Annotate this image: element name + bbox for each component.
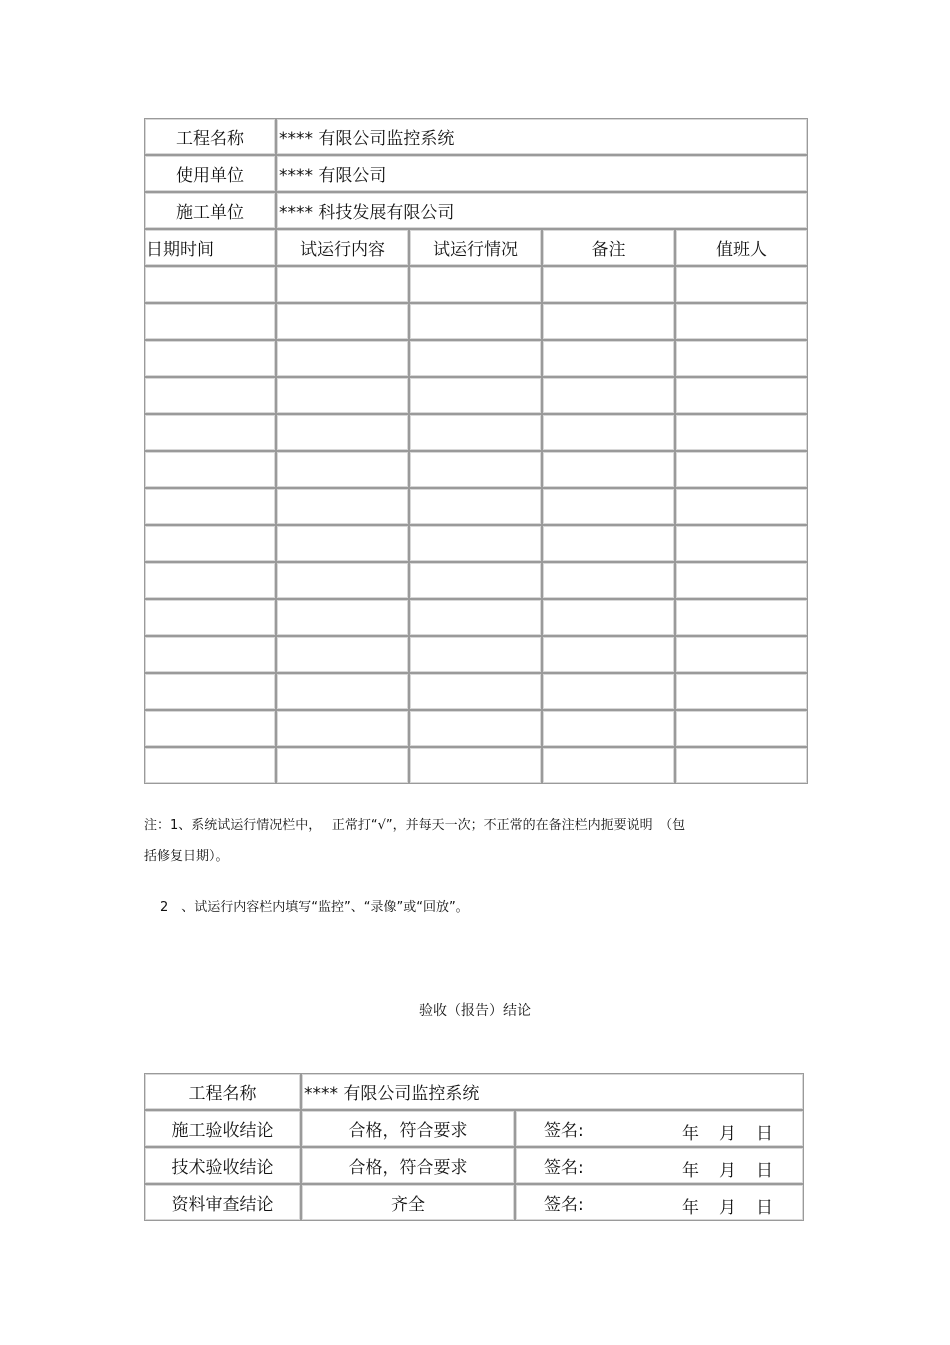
log-cell[interactable] [144, 488, 276, 525]
log-cell[interactable] [144, 747, 276, 784]
log-cell[interactable] [144, 377, 276, 414]
log-row [144, 303, 808, 340]
log-cell[interactable] [276, 377, 409, 414]
log-cell[interactable] [409, 525, 542, 562]
user-unit-value[interactable]: **** 有限公司 [276, 155, 808, 192]
acceptance-row [144, 1184, 804, 1221]
log-cell[interactable] [276, 266, 409, 303]
construction-unit-label: 施工单位 [144, 192, 276, 229]
log-cell[interactable] [276, 710, 409, 747]
log-cell[interactable] [409, 377, 542, 414]
log-cell[interactable] [409, 710, 542, 747]
date-fields [662, 1193, 773, 1218]
log-cell[interactable] [409, 451, 542, 488]
note-1: 注：1、系统试运行情况栏中， 正常打“√”，并每天一次；不正常的在备注栏内扼要说明 （包 [144, 818, 686, 833]
construction-unit-value[interactable]: **** 科技发展有限公司 [276, 192, 808, 229]
log-cell[interactable] [542, 673, 675, 710]
technical-acceptance-signature[interactable] [515, 1147, 804, 1184]
year-label: 年 [682, 1161, 699, 1181]
info-row [144, 192, 808, 229]
log-cell[interactable] [542, 414, 675, 451]
construction-acceptance-label: 施工验收结论 [144, 1110, 301, 1147]
acceptance-project-label: 工程名称 [144, 1073, 301, 1110]
acceptance-project-value[interactable]: **** 有限公司监控系统 [301, 1073, 804, 1110]
acceptance-section-title: 验收（报告）结论 [419, 1003, 531, 1019]
log-row [144, 747, 808, 784]
log-cell[interactable] [276, 636, 409, 673]
log-cell[interactable] [542, 488, 675, 525]
user-unit-label: 使用单位 [144, 155, 276, 192]
log-row [144, 488, 808, 525]
document-review-signature[interactable] [515, 1184, 804, 1221]
log-cell[interactable] [542, 599, 675, 636]
day-label: 日 [756, 1161, 773, 1181]
project-name-value[interactable]: **** 有限公司监控系统 [276, 118, 808, 155]
log-row [144, 451, 808, 488]
log-cell[interactable] [409, 303, 542, 340]
log-cell[interactable] [675, 525, 808, 562]
document-review-result[interactable]: 齐全 [301, 1184, 515, 1221]
note-2: 2 、试运行内容栏内填写“监控”、“录像”或“回放”。 [160, 900, 469, 915]
day-label: 日 [756, 1198, 773, 1218]
info-row [144, 118, 808, 155]
log-cell[interactable] [542, 747, 675, 784]
project-name-label: 工程名称 [144, 118, 276, 155]
log-cell[interactable] [276, 562, 409, 599]
log-row [144, 562, 808, 599]
signature-label: 签名: [544, 1195, 584, 1215]
log-cell[interactable] [144, 562, 276, 599]
log-cell[interactable] [542, 636, 675, 673]
log-cell[interactable] [409, 414, 542, 451]
date-fields [662, 1156, 773, 1181]
document-review-label: 资料审查结论 [144, 1184, 301, 1221]
log-cell[interactable] [276, 673, 409, 710]
log-cell[interactable] [675, 710, 808, 747]
month-label: 月 [719, 1198, 736, 1218]
log-cell[interactable] [675, 488, 808, 525]
log-cell[interactable] [542, 562, 675, 599]
log-cell[interactable] [409, 599, 542, 636]
log-cell[interactable] [542, 303, 675, 340]
acceptance-table [144, 1073, 804, 1221]
header-on-duty: 值班人 [675, 229, 808, 266]
header-remarks: 备注 [542, 229, 675, 266]
technical-acceptance-label: 技术验收结论 [144, 1147, 301, 1184]
log-cell[interactable] [675, 266, 808, 303]
log-row [144, 414, 808, 451]
log-cell[interactable] [276, 747, 409, 784]
log-cell[interactable] [675, 451, 808, 488]
signature-label: 签名: [544, 1121, 584, 1141]
log-cell[interactable] [675, 414, 808, 451]
log-cell[interactable] [675, 303, 808, 340]
header-content: 试运行内容 [276, 229, 409, 266]
log-cell[interactable] [276, 303, 409, 340]
day-label: 日 [756, 1124, 773, 1144]
signature-label: 签名: [544, 1158, 584, 1178]
acceptance-row [144, 1110, 804, 1147]
log-row [144, 266, 808, 303]
log-row [144, 673, 808, 710]
log-header-row [144, 229, 808, 266]
month-label: 月 [719, 1124, 736, 1144]
log-cell[interactable] [144, 451, 276, 488]
log-cell[interactable] [409, 562, 542, 599]
log-cell[interactable] [144, 599, 276, 636]
log-cell[interactable] [144, 525, 276, 562]
log-cell[interactable] [675, 599, 808, 636]
note-1-continued: 括修复日期）。 [144, 849, 229, 864]
log-cell[interactable] [144, 340, 276, 377]
log-cell[interactable] [144, 673, 276, 710]
log-row [144, 599, 808, 636]
log-cell[interactable] [409, 636, 542, 673]
log-cell[interactable] [276, 599, 409, 636]
log-cell[interactable] [675, 747, 808, 784]
log-cell[interactable] [542, 377, 675, 414]
acceptance-row [144, 1147, 804, 1184]
log-cell[interactable] [144, 303, 276, 340]
construction-acceptance-signature[interactable] [515, 1110, 804, 1147]
log-row [144, 525, 808, 562]
log-cell[interactable] [276, 451, 409, 488]
log-cell[interactable] [409, 340, 542, 377]
log-cell[interactable] [542, 525, 675, 562]
log-cell[interactable] [409, 488, 542, 525]
header-datetime: 日期时间 [144, 229, 276, 266]
log-cell[interactable] [144, 414, 276, 451]
month-label: 月 [719, 1161, 736, 1181]
log-cell[interactable] [144, 636, 276, 673]
log-cell[interactable] [276, 525, 409, 562]
acceptance-project-row [144, 1073, 804, 1110]
technical-acceptance-result[interactable]: 合格，符合要求 [301, 1147, 515, 1184]
log-cell[interactable] [542, 710, 675, 747]
log-cell[interactable] [675, 340, 808, 377]
log-cell[interactable] [276, 414, 409, 451]
log-cell[interactable] [409, 747, 542, 784]
log-cell[interactable] [675, 636, 808, 673]
log-cell[interactable] [675, 673, 808, 710]
log-cell[interactable] [542, 451, 675, 488]
log-row [144, 710, 808, 747]
log-cell[interactable] [144, 710, 276, 747]
log-row [144, 340, 808, 377]
log-row [144, 377, 808, 414]
trial-run-log-table [144, 118, 808, 784]
log-cell[interactable] [675, 562, 808, 599]
header-status: 试运行情况 [409, 229, 542, 266]
year-label: 年 [682, 1124, 699, 1144]
log-cell[interactable] [409, 673, 542, 710]
date-fields [662, 1119, 773, 1144]
log-row [144, 636, 808, 673]
log-cell[interactable] [144, 266, 276, 303]
info-row [144, 155, 808, 192]
log-cell[interactable] [409, 266, 542, 303]
log-cell[interactable] [675, 377, 808, 414]
log-cell[interactable] [542, 340, 675, 377]
log-cell[interactable] [276, 488, 409, 525]
log-cell[interactable] [276, 340, 409, 377]
year-label: 年 [682, 1198, 699, 1218]
log-cell[interactable] [542, 266, 675, 303]
construction-acceptance-result[interactable]: 合格，符合要求 [301, 1110, 515, 1147]
